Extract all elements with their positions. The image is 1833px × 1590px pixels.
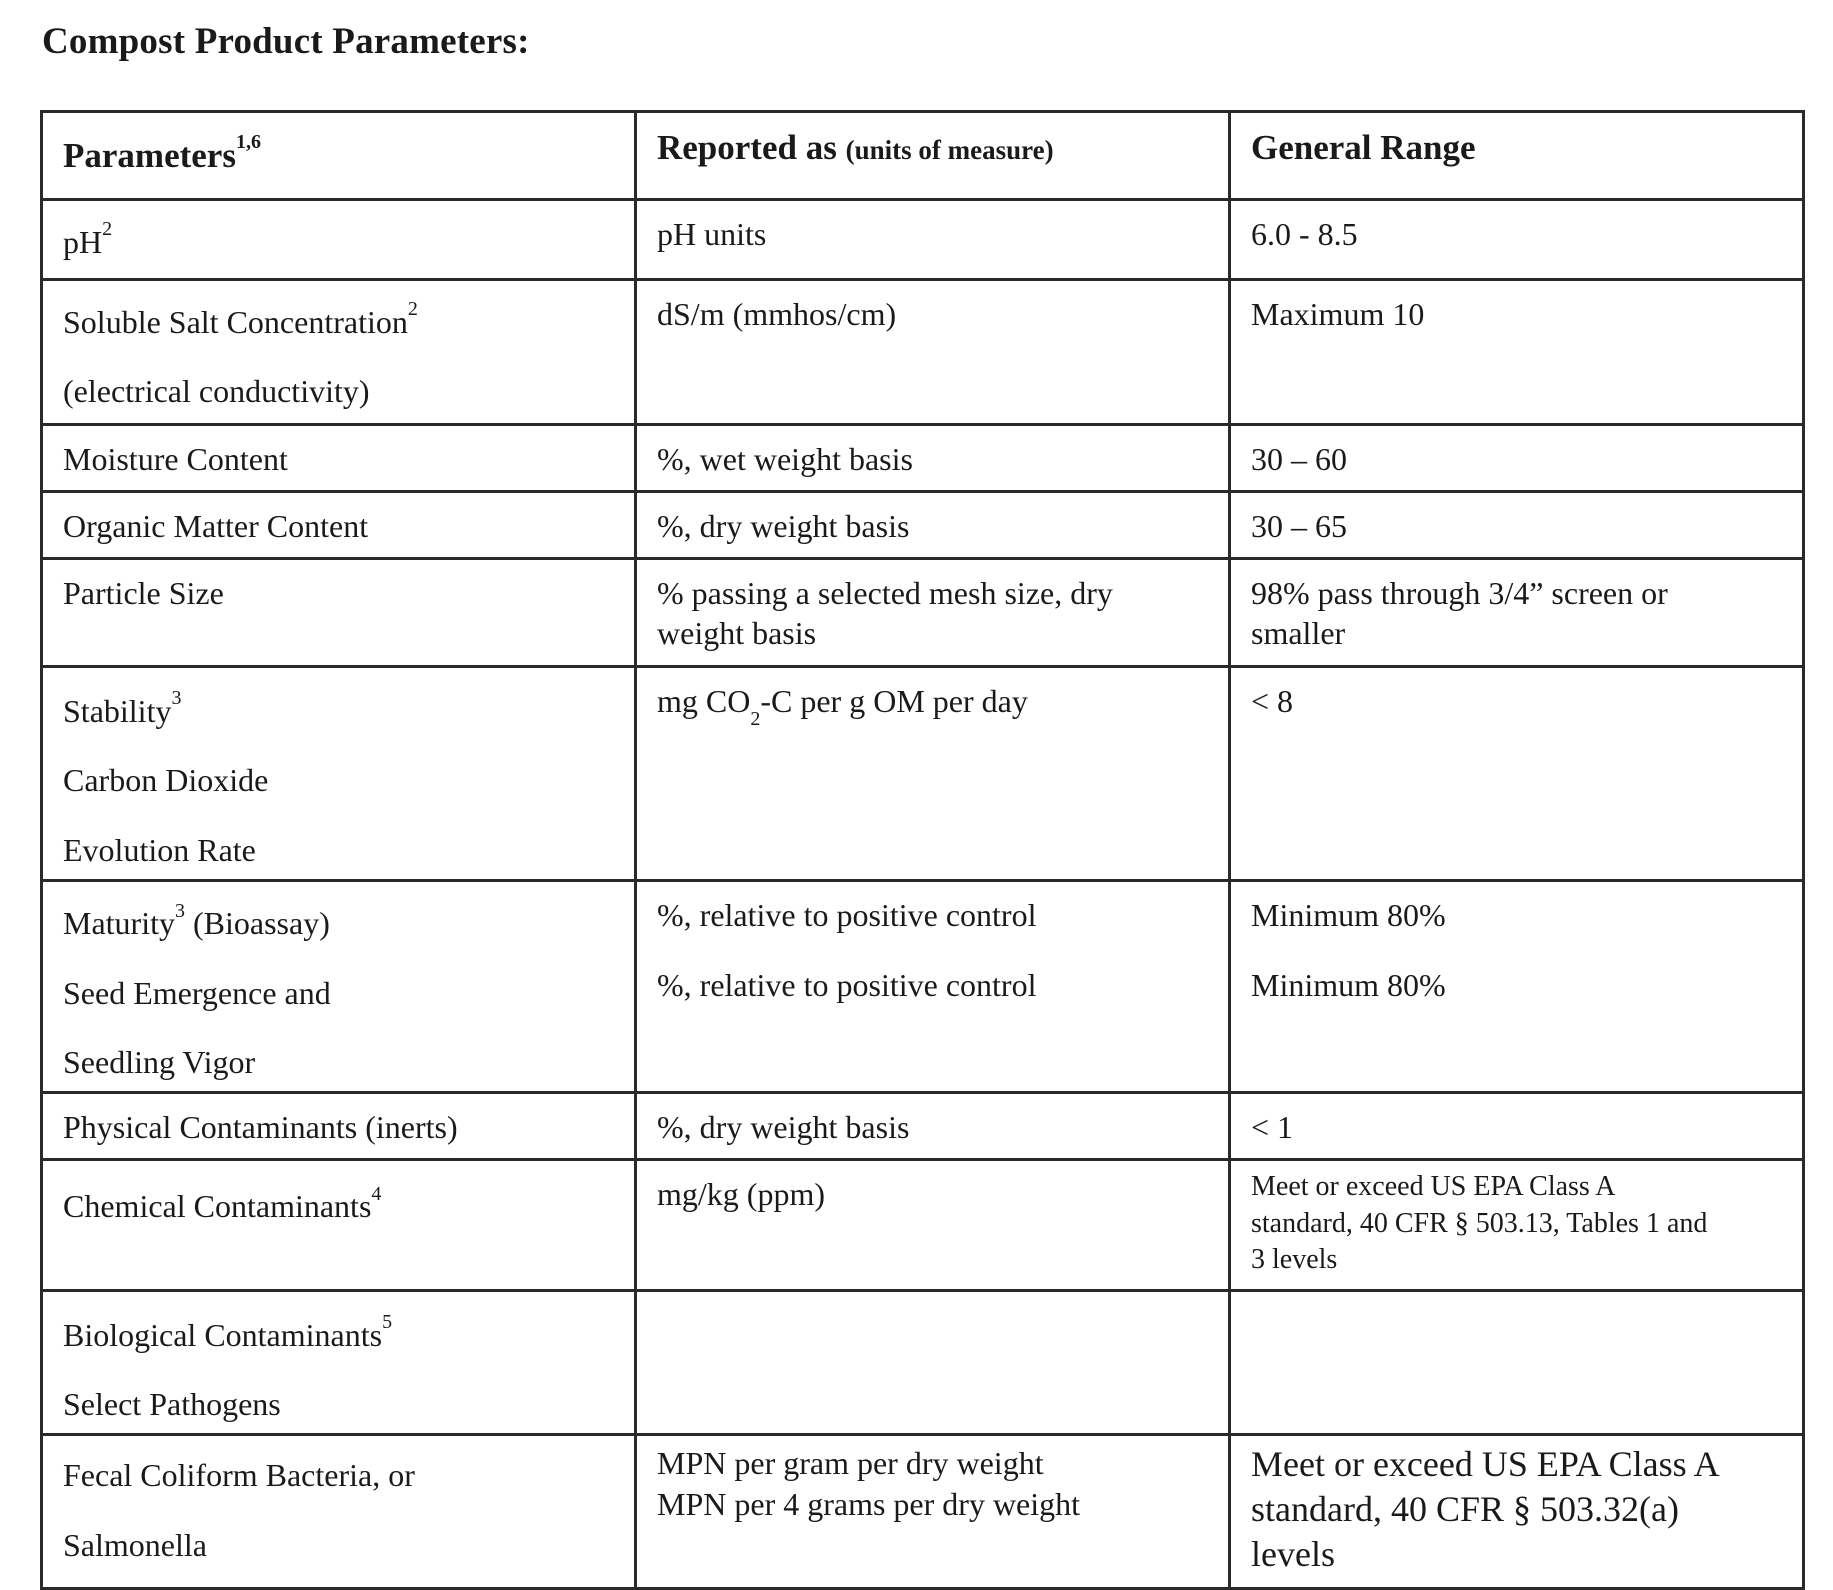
reported-value-line-1: % passing a selected mesh size, dry: [657, 575, 1113, 611]
table-row: [42, 1160, 1804, 1290]
reported-cell: [636, 559, 1230, 667]
reported-value-prefix: mg CO: [657, 683, 751, 719]
range-value-line-2: standard, 40 CFR § 503.13, Tables 1 and: [1251, 1207, 1708, 1239]
reported-value-suffix: -C per g OM per day: [760, 683, 1028, 719]
range-value: Maximum 10: [1251, 296, 1425, 332]
range-value-line-3: levels: [1251, 1534, 1335, 1575]
range-value-line-1: Meet or exceed US EPA Class A: [1251, 1171, 1616, 1203]
param-cell: [42, 200, 636, 280]
param-label-line-2: Seed Emergence and: [63, 974, 331, 1011]
table-row: [42, 280, 1804, 425]
param-cell: [42, 1093, 636, 1160]
param-label: Stability: [63, 693, 172, 729]
range-value: 30 – 65: [1251, 508, 1347, 544]
range-cell: [1230, 1290, 1804, 1435]
range-cell: [1230, 492, 1804, 559]
param-footnote: 4: [371, 1182, 382, 1205]
reported-cell: [636, 1290, 1230, 1435]
param-cell: [42, 881, 636, 1093]
reported-value: %, dry weight basis: [657, 508, 910, 544]
param-label-line-2: Salmonella: [63, 1526, 207, 1563]
header-reported-as-label: Reported as: [657, 128, 837, 167]
param-label: Soluble Salt Concentration: [63, 304, 408, 340]
header-row: [42, 112, 1804, 200]
param-footnote: 3: [174, 899, 185, 922]
param-label: Chemical Contaminants: [63, 1188, 372, 1225]
range-cell: [1230, 1160, 1804, 1290]
header-reported-units: (units of measure): [845, 135, 1054, 165]
reported-value: %, dry weight basis: [657, 1109, 910, 1146]
reported-cell: [636, 492, 1230, 559]
param-footnote: 5: [382, 1310, 393, 1333]
header-parameters-label: Parameters: [63, 136, 236, 175]
param-footnote: 2: [102, 218, 113, 241]
range-cell: [1230, 425, 1804, 492]
range-value: < 1: [1251, 1109, 1294, 1146]
range-cell: [1230, 200, 1804, 280]
reported-cell: [636, 200, 1230, 280]
reported-value-line-2: MPN per 4 grams per dry weight: [657, 1485, 1081, 1522]
param-cell: [42, 1160, 636, 1290]
param-label: Biological Contaminants: [63, 1316, 383, 1353]
table-row: [42, 667, 1804, 881]
reported-value: mg/kg (ppm): [657, 1176, 825, 1213]
reported-value-line-1: %, relative to positive control: [657, 897, 1037, 934]
reported-cell: [636, 425, 1230, 492]
range-value: < 8: [1251, 683, 1294, 719]
param-label-suffix: (Bioassay): [184, 905, 330, 942]
table-row: [42, 1435, 1804, 1589]
range-cell: [1230, 559, 1804, 667]
reported-value: pH units: [657, 216, 767, 252]
param-label: Organic Matter Content: [63, 508, 369, 544]
range-value-line-2: smaller: [1251, 615, 1346, 652]
reported-cell: [636, 1093, 1230, 1160]
range-value-line-1: Minimum 80%: [1251, 897, 1446, 934]
param-label: Maturity: [63, 905, 175, 942]
reported-cell: [636, 881, 1230, 1093]
page-title: Compost Product Parameters:: [42, 21, 530, 62]
param-footnote: 2: [407, 298, 418, 321]
range-value: 6.0 - 8.5: [1251, 216, 1358, 252]
range-value-line-1: Meet or exceed US EPA Class A: [1251, 1444, 1720, 1485]
range-cell: [1230, 1435, 1804, 1589]
range-cell: [1230, 280, 1804, 425]
range-value-line-2: Minimum 80%: [1251, 966, 1446, 1003]
param-cell: [42, 559, 636, 667]
range-value-line-2: standard, 40 CFR § 503.32(a): [1251, 1489, 1679, 1530]
table-row: [42, 200, 1804, 280]
reported-value-line-1: MPN per gram per dry weight: [657, 1445, 1044, 1482]
range-value-line-3: 3 levels: [1251, 1244, 1338, 1276]
table-row: [42, 492, 1804, 559]
reported-cell: [636, 1435, 1230, 1589]
table-row: [42, 1290, 1804, 1435]
param-label: Particle Size: [63, 575, 224, 611]
param-cell: [42, 1290, 636, 1435]
table-row: [42, 881, 1804, 1093]
table-row: [42, 1093, 1804, 1160]
reported-value: dS/m (mmhos/cm): [657, 296, 897, 332]
reported-value: %, wet weight basis: [657, 441, 913, 477]
param-label-line-3: Evolution Rate: [63, 831, 256, 868]
param-label-line-3: Seedling Vigor: [63, 1043, 256, 1080]
param-cell: [42, 280, 636, 425]
range-value-line-1: 98% pass through 3/4” screen or: [1251, 575, 1668, 611]
header-parameters-footnote: 1,6: [235, 131, 261, 154]
table-row: [42, 559, 1804, 667]
header-parameters: [42, 112, 636, 200]
param-label-line-2: Select Pathogens: [63, 1385, 281, 1422]
header-general-range-label: General Range: [1251, 128, 1476, 167]
reported-cell: [636, 280, 1230, 425]
param-label: pH: [63, 224, 103, 260]
reported-value-line-2: weight basis: [657, 615, 817, 652]
param-label-line-2: Carbon Dioxide: [63, 762, 269, 799]
header-general-range: [1230, 112, 1804, 200]
param-footnote: 3: [171, 687, 182, 710]
param-cell: [42, 1435, 636, 1589]
range-value: 30 – 60: [1251, 441, 1347, 477]
param-cell: [42, 425, 636, 492]
reported-cell: [636, 667, 1230, 881]
reported-subscript: 2: [750, 708, 761, 731]
param-cell: [42, 667, 636, 881]
range-cell: [1230, 881, 1804, 1093]
table-row: [42, 425, 1804, 492]
param-label-line-2: (electrical conductivity): [63, 373, 370, 410]
range-cell: [1230, 667, 1804, 881]
param-label: Fecal Coliform Bacteria, or: [63, 1457, 415, 1494]
param-cell: [42, 492, 636, 559]
range-cell: [1230, 1093, 1804, 1160]
reported-value-line-2: %, relative to positive control: [657, 966, 1037, 1003]
header-reported-as: [636, 112, 1230, 200]
param-label: Physical Contaminants (inerts): [63, 1109, 458, 1146]
param-label: Moisture Content: [63, 441, 288, 477]
compost-parameters-table: [40, 110, 1805, 1590]
reported-cell: [636, 1160, 1230, 1290]
